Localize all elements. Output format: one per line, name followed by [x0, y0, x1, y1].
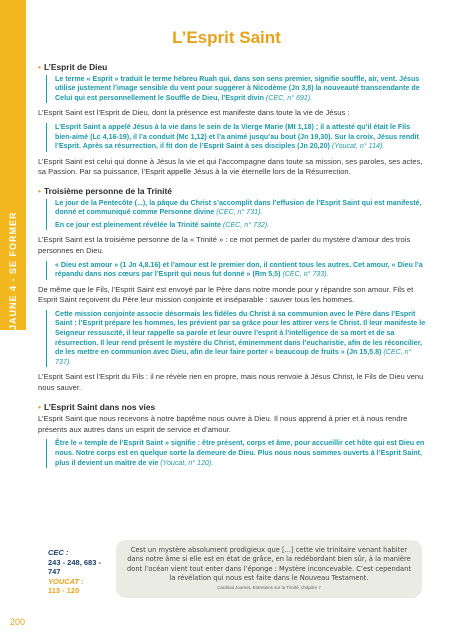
main-content: [38, 62, 426, 473]
bottom-area: [38, 540, 428, 600]
quote-block: [46, 310, 426, 368]
paragraph: L’Esprit Saint que nous recevons à notre baptême nous ouvre à Dieu. Il nous apprend à prier et à nous rendre présents aux autres dans un esprit de service et d’amour.: [38, 414, 408, 434]
section-heading-text: L’Esprit Saint dans nos vies: [43, 401, 156, 412]
quote-block: [46, 261, 426, 280]
quote-reference: (CEC, n° 691).: [265, 93, 313, 102]
youcat-label: YOUCAT :: [48, 576, 84, 586]
paragraph: L’Esprit Saint est l’Esprit de Dieu, dont la présence est manifeste dans toute la vie de Jésus :: [38, 108, 350, 118]
quote-text: Cette mission conjointe associe désormais les fidèles du Christ à sa communion avec le Père dans l’Esprit Saint : l’Esprit prépare les hommes, les prévient par sa grâce pour les attirer vers le Christ. Il leur manifeste le Seigneur ressuscité, il leur rappelle sa parole et leur ouvre l’esprit à l’intelligence de sa mort et de sa résurrection. Il leur rend présent le mystère du Christ, éminemment dans l’eucharistie, afin de les réconcilier, de les mettre en communion avec Dieu, afin de leur faire porter « beaucoup de fruits » (Jn 15,5.8): [55, 309, 426, 357]
side-tab-label: JAUNE 4 - SE FORMER: [8, 211, 18, 330]
quote-block: [46, 75, 426, 104]
cec-values: 243 - 248, 683 - 747: [48, 557, 101, 576]
page-number: 200: [10, 617, 26, 627]
paragraph: De même que le Fils, l’Esprit Saint est envoyé par le Père dans notre monde pour y répandre son amour. Fils et Esprit Saint reçoivent du Père leur mission conjointe et inséparable : sauver tous les hommes.: [38, 284, 414, 305]
quote-text: Le terme « Esprit » traduit le terme hébreu Ruah qui, dans son sens premier, signifie souffle, air, vent. Jésus utilise justement l’image sensible du vent pour suggérer à Nicodème (Jn 3,8) la nouveauté transcendante de Celui qui est personnellement le Souffle de Dieu, l’Esprit divin: [55, 74, 420, 102]
youcat-values: 113 - 120: [48, 586, 80, 595]
paragraph: L’Esprit Saint est celui qui donne à Jésus la vie et qui l’accompagne dans toute sa mission, ses paroles, ses actes, sa Passion. Par sa puissance, l’Esprit appelle Jésus à la vie éternelle lors de la Résurrection.: [38, 156, 423, 177]
paragraph: L’Esprit Saint est l’Esprit du Fils : il ne révèle rien en propre, mais nous renvoie à Jésus Christ, le Fils de Dieu venu nous sauver.: [38, 372, 424, 393]
bullet-icon: •: [38, 185, 41, 196]
quote-reference: (CEC, n° 731).: [216, 208, 263, 217]
section-heading-trinite: [38, 186, 426, 197]
quote-text: Le jour de la Pentecôte (...), la pâque du Christ s’accomplit dans l’effusion de l’Esprit Saint qui est manifesté, donné et communiqué comme Personne divine: [55, 198, 422, 217]
section-heading-text: L’Esprit de Dieu: [43, 62, 108, 72]
quote-reference: (Youcat, n° 114).: [331, 142, 385, 151]
paragraph: L’Esprit Saint est la troisième personne de la « Trinité » : ce mot permet de parler du mystère d’amour des trois personnes en Dieu.: [38, 235, 411, 255]
quote-reference: (CEC, n° 732).: [222, 220, 270, 229]
quote-text: « Dieu est amour » (1 Jn 4,8.16) et l’amour est le premier don, il contient tous les autres. Cet amour, « Dieu l’a répandu dans nos cœurs par l’Esprit qui nous fut donné » (Rm 5,5): [55, 260, 423, 279]
quote-block: [46, 439, 426, 468]
quote-block: [46, 199, 426, 231]
quote-text: Être le « temple de l’Esprit Saint » signifie : être présent, corps et âme, pour accueillir cet hôte qui est Dieu en nous. Notre corps est en quelque sorte la demeure de Dieu. Plus nous nous sommes ouverts à l’Esprit Saint, plus il devient un maître de vie: [55, 439, 425, 467]
quote-text: L’Esprit Saint a appelé Jésus à la vie dans le sein de la Vierge Marie (Mt 1,18) ; il a attesté qu’il était le Fils bien-aimé (Lc 4,16-19), il l’a conduit (Mc 1,12) et l’a animé jusqu’au bout (Jn 19,30). Sur la croix, Jésus rendit l’Esprit. Après sa résurrection, il fit don de l’Esprit Saint à ses disciples (Jn 20,20): [55, 122, 419, 151]
section-heading-nos-vies: [38, 402, 426, 413]
citation-author: Cardinal Journet, Entretiens sur la Trinité, chapitre 7: [217, 585, 321, 591]
quote-reference: (CEC, n° 733).: [282, 270, 329, 279]
quote-block: [46, 123, 426, 152]
citation-text: Cest un mystère absolument prodigieux que [...] cette vie trinitaire venant habiter dans notre âme si elle est en état de grâce, en la redébordant bien sûr, à la manière dont l’océan vient tout enter dans l’éponge : Mystère inconcevable. C’est cependant la révélation qui nous est faite dans le Nouveau Testament.: [127, 546, 411, 582]
bullet-icon: •: [38, 401, 41, 412]
bullet-icon: •: [38, 62, 41, 72]
quote-text: En ce jour est pleinement révélée la Trinité sainte: [55, 220, 221, 229]
citation-box: [116, 540, 422, 598]
page-title: L’Esprit Saint: [172, 28, 281, 47]
quote-reference: (CEC, n° 737).: [55, 348, 412, 366]
quote-reference: (Youcat, n° 120).: [160, 458, 214, 467]
references-block: [48, 548, 108, 596]
cec-label: CEC :: [48, 548, 69, 557]
section-heading-esprit-de-dieu: [38, 62, 426, 73]
section-heading-text: Troisième personne de la Trinité: [43, 185, 172, 196]
